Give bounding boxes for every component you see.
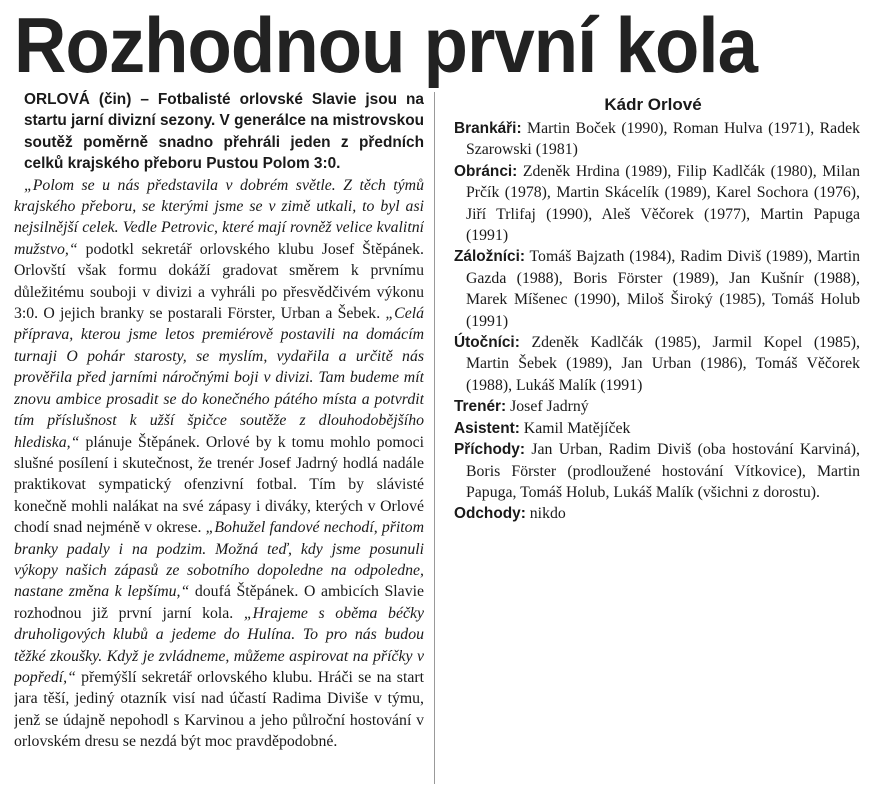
squad-role: Útočníci:: [454, 334, 520, 352]
article-flow-left: [14, 88, 424, 753]
squad-names: Josef Jadrný: [506, 398, 589, 416]
squad-row-defenders: [446, 161, 860, 247]
squad-row-goalkeepers: [446, 118, 860, 161]
squad-title: Kádr Orlové: [604, 95, 702, 114]
article-text-2: plánuje Štěpánek. Orlové by k tomu mohlo pomoci slušné posílení i skutečnost, že trenér Josef Jadrný hodlá nadále praktikovat sympatický ofenzivní fotbal. Tím by slávisté konečně mohli nalákat na své zápasy i diváky, kterých v Orlové chodí snad nejméně v okrese.: [14, 433, 424, 537]
lead-paragraph: ORLOVÁ (čin) – Fotbalisté orlovské Slavie jsou na startu jarní divizní sezony. V generálce na mistrovskou soutěž poměrně snadno přehráli jeden z předních celků krajského přeboru Pustou Polom 3:0.: [24, 91, 424, 173]
squad-role: Záložníci:: [454, 248, 525, 266]
squad-names: nikdo: [525, 505, 566, 523]
article-text-4: přemýšlí sekretář orlovského klubu. Hráči se na start jara těší, jediný otazník visí nad účastí Radima Diviše v týmu, jenž se údajně nepohodl s Karvinou a jeho půlroční hostování v orlovském dresu se nezdá být moc pravděpodobné.: [14, 668, 424, 751]
squad-names: Zdeněk Kadlčák (1985), Jarmil Kopel (1985), Martin Šebek (1989), Jan Urban (1986), Tomáš Věčorek (1988), Lukáš Malík (1991): [466, 334, 860, 394]
squad-list: [446, 118, 860, 525]
article-text-1: podotkl sekretář orlovského klubu Josef Štěpánek. Orlovští však formu dokáží gradovat směrem k prvnímu důležitému souboji v divizi a vyhráli po přesvědčivém výkonu 3:0. O jejich branky se postarali Förster, Urban a Šebek.: [14, 240, 424, 323]
squad-role: Brankáři:: [454, 120, 522, 137]
squad-row-midfielders: [446, 246, 860, 332]
quote-3: „Bohužel fandové nechodí, přitom branky padaly i na podzim. Možná teď, kdy jsme posunuli výkopy našich zápasů ze sobotního dopoledne na odpoledne, nastane změna k lepšímu,“: [14, 519, 424, 601]
squad-role: Asistent:: [454, 419, 520, 437]
squad-role: Trenér:: [454, 398, 507, 416]
squad-row-assistant: [446, 418, 860, 439]
article-body: [14, 175, 424, 753]
squad-row-departures: [446, 503, 860, 524]
article-text-3: doufá Štěpánek. O ambicích Slavie rozhodnou již první jarní kola.: [14, 583, 424, 622]
article-column-left: [14, 88, 424, 788]
squad-role: Obránci:: [454, 162, 518, 180]
quote-1: „Polom se u nás představila v dobrém světle. Z těch týmů krajského přeboru, se kterými jsme se v zimě utkali, to byl asi nejsilnější celek. Vedle Petrovic, které mají rovněž velice kvalitní mužstvo,“: [14, 176, 424, 258]
squad-row-arrivals: [446, 439, 860, 503]
squad-names: Tomáš Bajzath (1984), Radim Diviš (1989), Martin Gazda (1988), Boris Förster (1989), Jan Kušnír (1988), Marek Míšenec (1990), Miloš Široký (1985), Tomáš Holub (1991): [466, 248, 860, 330]
squad-names: Kamil Matějíček: [519, 419, 631, 437]
squad-row-coach: [446, 396, 860, 417]
squad-role: Odchody:: [454, 505, 526, 523]
column-divider: [434, 92, 435, 784]
quote-2: „Celá příprava, kterou jsme letos premiérově postavili na domácím turnaji O pohár starosty, se myslím, vydařila a určitě nás prověřila před jarními náročnými boji v divizi. Tam budeme mít znovu ambice prosadit se do konečného pátého místa a potvrdit tím příslušnost k užší špičce soutěže z dlouhodobějšího hlediska,“: [14, 305, 424, 451]
squad-names: Martin Boček (1990), Roman Hulva (1971), Radek Szarowski (1981): [466, 120, 860, 159]
headline: Rozhodnou první kola: [14, 1, 758, 89]
article-column-right: [446, 88, 860, 788]
squad-row-forwards: [446, 332, 860, 396]
quote-4: „Hrajeme s oběma béčky druholigových klubů a jedeme do Hulína. To pro nás budou těžké zkoušky. Když je zvládneme, můžeme aspirovat na příčky v popředí,“: [14, 604, 424, 686]
squad-names: Zdeněk Hrdina (1989), Filip Kadlčák (1980), Milan Prčík (1978), Martin Skácelík (1989), Karel Sochora (1976), Jiří Trlifaj (1990), Aleš Věčorek (1977), Martin Papuga (1991): [466, 162, 860, 245]
squad-names: Jan Urban, Radim Diviš (oba hostování Karviná), Boris Förster (prodloužené hostování Vítkovice), Martin Papuga, Tomáš Holub, Lukáš Malík (všichni z dorostu).: [466, 441, 860, 501]
squad-role: Příchody:: [454, 441, 525, 459]
